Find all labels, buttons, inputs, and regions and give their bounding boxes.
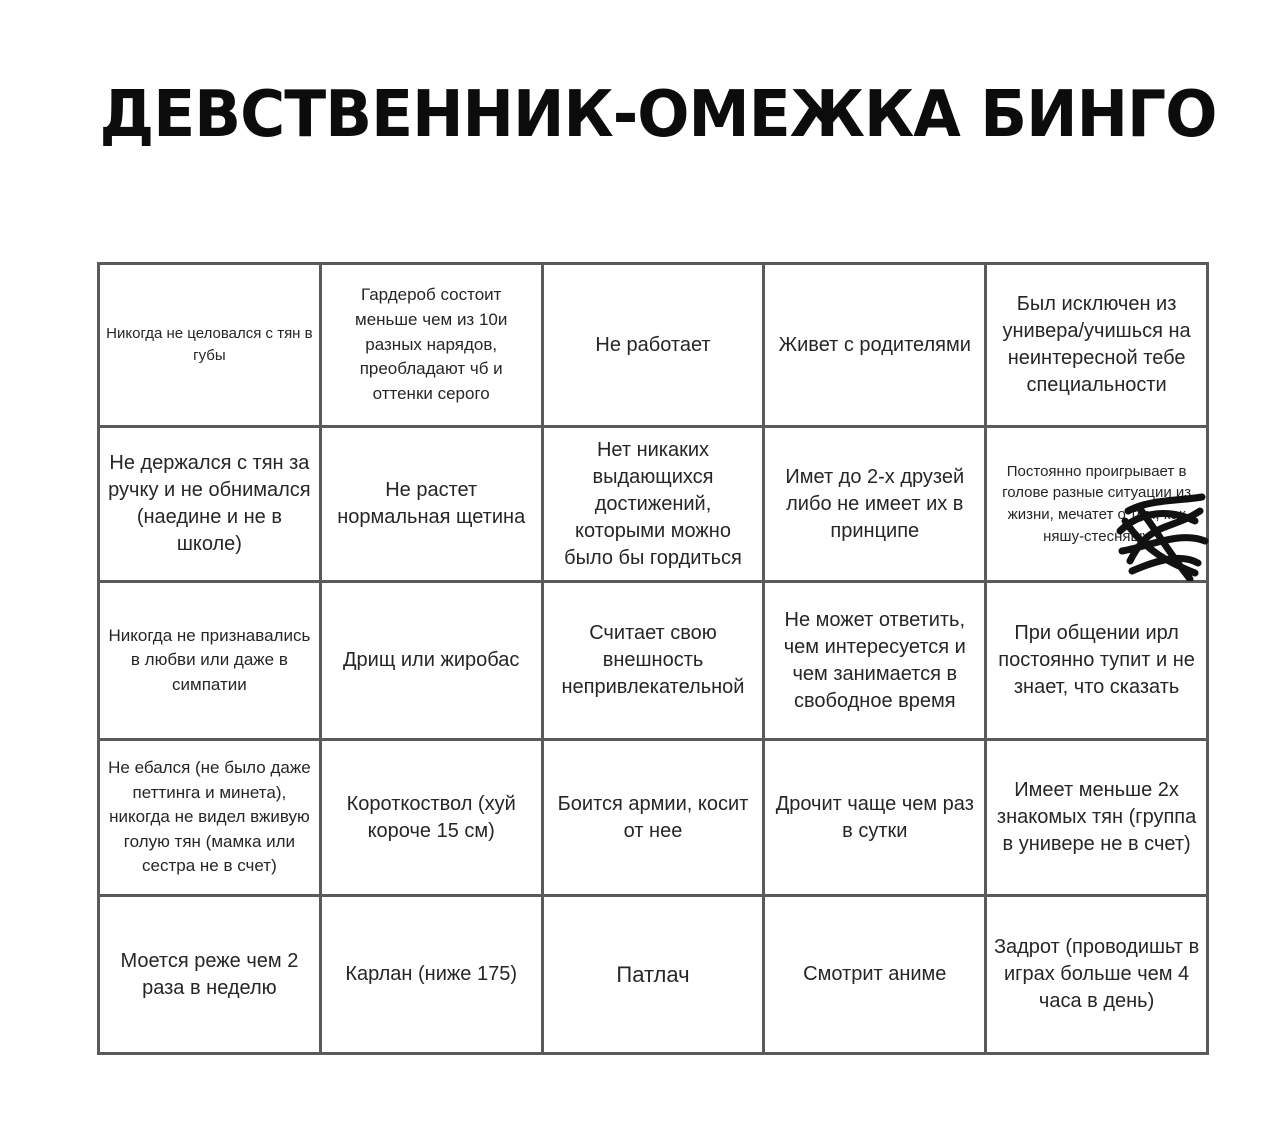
bingo-cell-text: Постоянно проигрывает в голове разные ситуации из жизни, мечатет о том, как няшу-стесняшу — [1002, 462, 1192, 545]
bingo-grid — [97, 262, 1209, 1055]
bingo-cell[interactable]: Карлан (ниже 175) — [320, 896, 542, 1054]
bingo-cell[interactable]: При общении ирл постоянно тупит и не знает, что сказать — [986, 582, 1208, 740]
bingo-cell[interactable]: Патлач — [542, 896, 764, 1054]
bingo-row — [99, 740, 1208, 896]
bingo-cell[interactable]: Не работает — [542, 264, 764, 427]
bingo-cell[interactable]: Нет никаких выдающихся достижений, которыми можно было бы гордиться — [542, 427, 764, 582]
page-title: ДЕВСТВЕННИК-ОМЕЖКА БИНГО — [99, 78, 1217, 152]
bingo-cell[interactable]: Не растет нормальная щетина — [320, 427, 542, 582]
bingo-cell[interactable]: Имет до 2-х друзей либо не имеет их в принципе — [764, 427, 986, 582]
bingo-cell[interactable]: Задрот (проводишьт в играх больше чем 4 часа в день) — [986, 896, 1208, 1054]
bingo-cell[interactable]: Считает свою внешность непривлекательной — [542, 582, 764, 740]
bingo-cell[interactable]: Живет с родителями — [764, 264, 986, 427]
bingo-cell[interactable]: Не держался с тян за ручку и не обнимался (наедине и не в школе) — [99, 427, 321, 582]
bingo-cell[interactable]: Никогда не целовался с тян в губы — [99, 264, 321, 427]
bingo-cell[interactable]: Короткоствол (хуй короче 15 см) — [320, 740, 542, 896]
bingo-cell[interactable]: Не ебался (не было даже петтинга и минета), никогда не видел вживую голую тян (мамка или сестра не в счет) — [99, 740, 321, 896]
bingo-cell-scribbled[interactable] — [986, 427, 1208, 582]
bingo-cell[interactable]: Гардероб состоит меньше чем из 10и разных нарядов, преобладают чб и оттенки серого — [320, 264, 542, 427]
bingo-cell[interactable]: Смотрит аниме — [764, 896, 986, 1054]
scribbled-cell-wrap — [993, 461, 1200, 548]
bingo-row — [99, 264, 1208, 427]
bingo-row — [99, 896, 1208, 1054]
bingo-cell[interactable]: Дрочит чаще чем раз в сутки — [764, 740, 986, 896]
bingo-cell[interactable]: Не может ответить, чем интересуется и чем занимается в свободное время — [764, 582, 986, 740]
bingo-cell[interactable]: Имеет меньше 2х знакомых тян (группа в универе не в счет) — [986, 740, 1208, 896]
bingo-row — [99, 427, 1208, 582]
bingo-cell[interactable]: Был исключен из универа/учишься на неинтересной тебе специальности — [986, 264, 1208, 427]
bingo-cell[interactable]: Боится армии, косит от нее — [542, 740, 764, 896]
bingo-cell[interactable]: Никогда не признавались в любви или даже в симпатии — [99, 582, 321, 740]
bingo-cell[interactable]: Моется реже чем 2 раза в неделю — [99, 896, 321, 1054]
bingo-row — [99, 582, 1208, 740]
bingo-cell[interactable]: Дрищ или жиробас — [320, 582, 542, 740]
